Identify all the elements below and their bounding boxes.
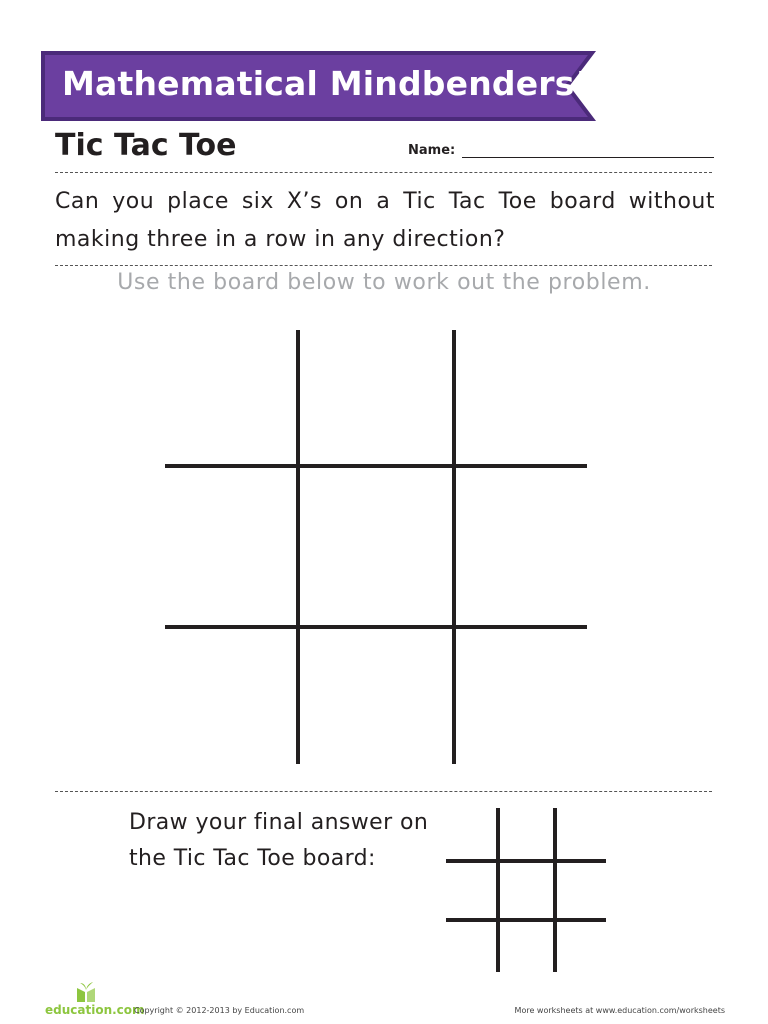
more-worksheets-link[interactable]: More worksheets at www.education.com/worksheets bbox=[514, 1006, 725, 1015]
name-label: Name: bbox=[408, 143, 456, 158]
work-board[interactable] bbox=[165, 330, 589, 766]
answer-prompt: Draw your final answer on the Tic Tac Toe board: bbox=[129, 810, 429, 871]
header-banner bbox=[40, 50, 598, 122]
question-text: Can you place six X’s on a Tic Tac Toe board without making three in a row in any direction? bbox=[55, 189, 715, 252]
answer-board[interactable] bbox=[446, 808, 608, 974]
name-field-line[interactable] bbox=[462, 157, 714, 158]
divider bbox=[55, 791, 712, 792]
logo-text: education.com bbox=[45, 1003, 145, 1017]
instruction-text: Use the board below to work out the problem. bbox=[117, 270, 651, 295]
worksheet-title: Tic Tac Toe bbox=[55, 128, 237, 163]
banner-title: Mathematical Mindbenders! bbox=[62, 64, 590, 103]
education-logo[interactable] bbox=[45, 980, 145, 1018]
divider bbox=[55, 265, 712, 266]
book-sprout-icon bbox=[73, 980, 99, 1004]
copyright-text: Copyright © 2012-2013 by Education.com bbox=[134, 1006, 305, 1015]
divider bbox=[55, 172, 712, 173]
